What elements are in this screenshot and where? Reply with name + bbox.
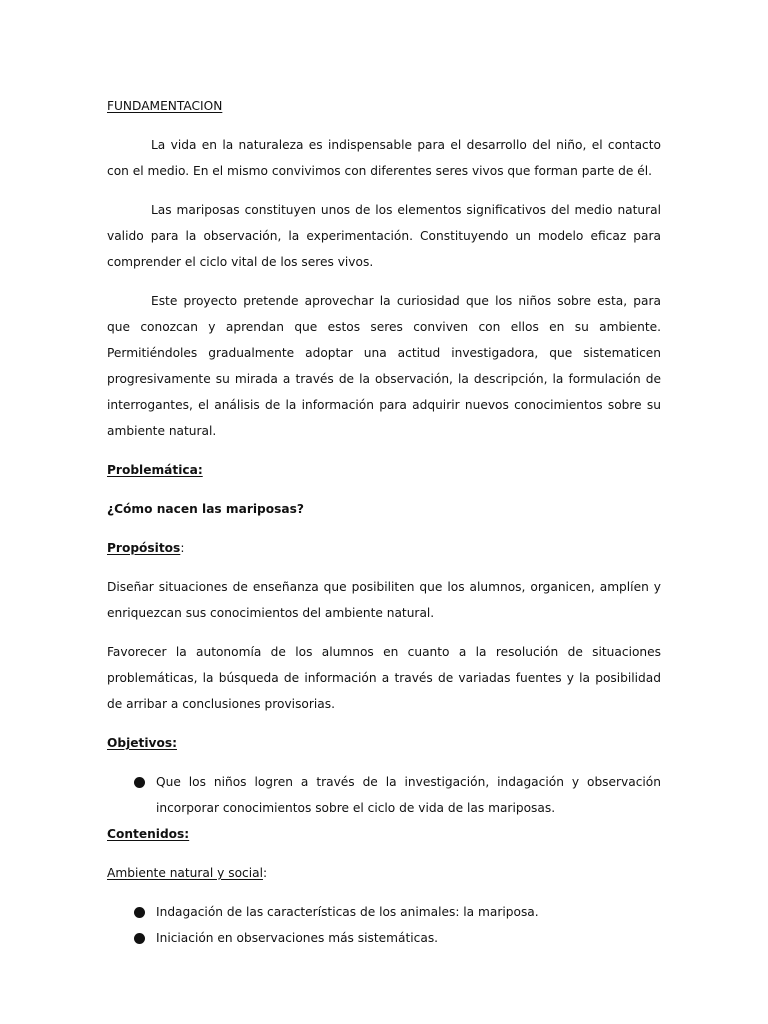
proposito-item-2: Favorecer la autonomía de los alumnos en cuanto a la resolución de situaciones problemáticas, la búsqueda de información a través de variadas fuentes y la posibilidad de arribar a conclusiones provisorias. xyxy=(107,645,661,711)
objetivo-item xyxy=(107,769,661,821)
fundamentacion-paragraph-2: Las mariposas constituyen unos de los elementos significativos del medio natural valido para la observación, la experimentación. Constituyendo un modelo eficaz para comprender el ciclo vital de los seres vivos. xyxy=(107,203,661,269)
problematica-heading: Problemática: xyxy=(107,463,203,477)
bullet-icon xyxy=(134,907,145,918)
contenidos-subheading-colon: : xyxy=(262,866,268,880)
objetivos-heading: Objetivos: xyxy=(107,736,177,750)
contenidos-subheading: Ambiente natural y social xyxy=(107,866,263,880)
document-title: FUNDAMENTACION xyxy=(107,99,223,113)
propositos-heading-line xyxy=(107,535,661,561)
contenido-item-text: Iniciación en observaciones más sistemáticas. xyxy=(156,931,439,945)
problematica-question: ¿Cómo nacen las mariposas? xyxy=(107,502,304,516)
contenido-item xyxy=(107,899,661,925)
proposito-item-1: Diseñar situaciones de enseñanza que posibiliten que los alumnos, organicen, amplíen y enriquezcan sus conocimientos del ambiente natural. xyxy=(107,580,661,620)
contenidos-heading: Contenidos: xyxy=(107,827,190,841)
contenidos-list xyxy=(107,899,661,951)
fundamentacion-paragraph-1: La vida en la naturaleza es indispensable para el desarrollo del niño, el contacto con el medio. En el mismo convivimos con diferentes seres vivos que forman parte de él. xyxy=(107,138,661,178)
objetivos-list xyxy=(107,769,661,821)
bullet-icon xyxy=(134,777,145,788)
contenido-item xyxy=(107,925,661,951)
contenidos-subheading-line xyxy=(107,860,661,886)
propositos-colon: : xyxy=(180,541,185,555)
document-page xyxy=(107,93,661,951)
fundamentacion-paragraph-3: Este proyecto pretende aprovechar la curiosidad que los niños sobre esta, para que conozcan y aprendan que estos seres conviven con ellos en su ambiente. Permitiéndoles gradualmente adoptar una actitud investigadora, que sistematicen progresivamente su mirada a través de la observación, la descripción, la formulación de interrogantes, el análisis de la información para adquirir nuevos conocimientos sobre su ambiente natural. xyxy=(107,294,661,438)
propositos-heading: Propósitos xyxy=(107,541,181,555)
objetivo-item-text: Que los niños logren a través de la investigación, indagación y observación incorporar conocimientos sobre el ciclo de vida de las mariposas. xyxy=(156,775,661,815)
bullet-icon xyxy=(134,933,145,944)
contenido-item-text: Indagación de las características de los animales: la mariposa. xyxy=(156,905,539,919)
